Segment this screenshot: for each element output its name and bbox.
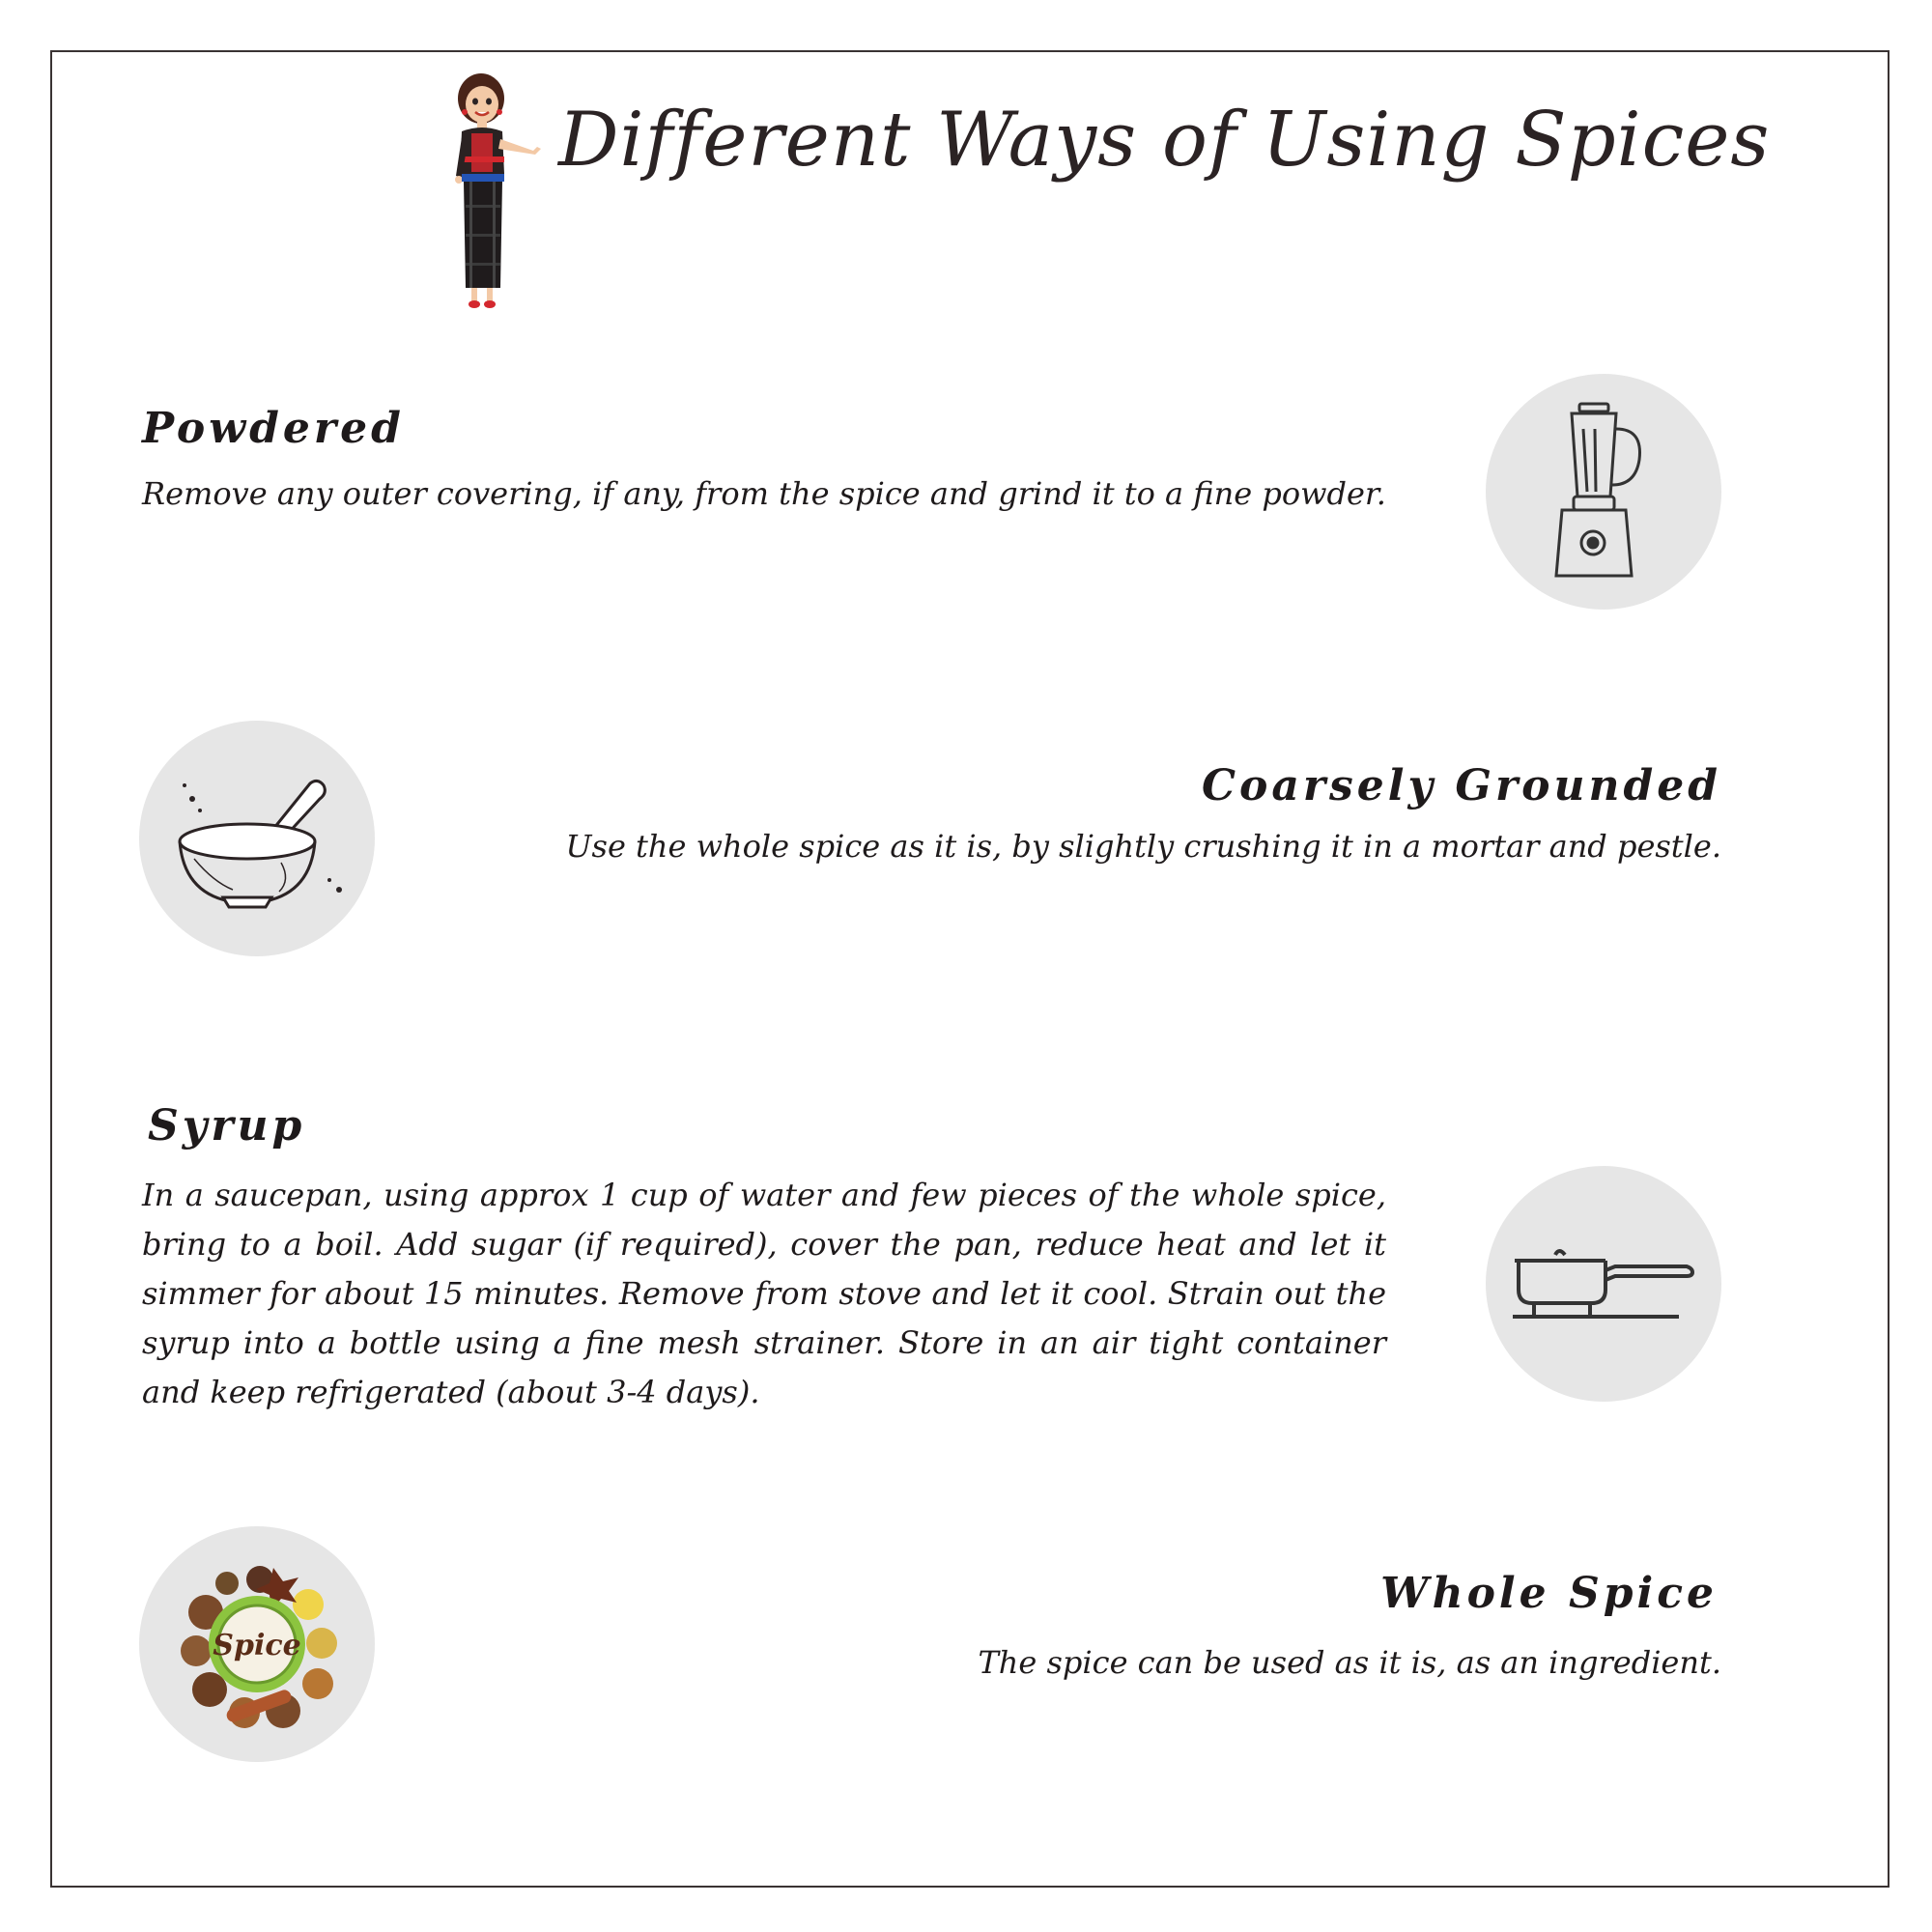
section-heading-powdered: Powdered — [142, 404, 405, 453]
page-title: Different Ways of Using Spices — [558, 97, 1771, 184]
spice-badge-icon-circle — [139, 1526, 375, 1762]
section-text-powdered: Remove any outer covering, if any, from the spice and grind it to a fine powder. — [142, 475, 1386, 512]
section-text-syrup: In a saucepan, using approx 1 cup of water and few pieces of the whole spice, bring to a boil. Add sugar (if required), cover the pan, reduce heat and let it simmer for about 15 minutes. Remove from stove and let it cool. Strain out the syrup into a bottle using a fine mesh strainer. Store in an air tight container and keep refrigerated (about 3-4 days). — [142, 1177, 1386, 1410]
saucepan-icon-circle — [1486, 1166, 1721, 1402]
section-heading-coarsely-grounded: Coarsely Grounded — [1201, 761, 1721, 810]
spice-badge-label: Spice — [213, 1629, 301, 1662]
section-heading-syrup: Syrup — [148, 1101, 306, 1151]
blender-icon — [1550, 400, 1657, 583]
section-heading-whole-spice: Whole Spice — [1380, 1569, 1718, 1618]
spice-badge-icon — [167, 1554, 347, 1734]
mortar-pestle-icon — [165, 766, 349, 911]
mortar-pestle-icon-circle — [139, 721, 375, 956]
section-text-whole-spice: The spice can be used as it is, as an ingredient. — [978, 1644, 1721, 1681]
blender-icon-circle — [1486, 374, 1721, 610]
saucepan-icon — [1509, 1245, 1698, 1322]
section-text-coarsely-grounded: Use the whole spice as it is, by slightly crushing it in a mortar and pestle. — [565, 828, 1721, 865]
woman-mascot-icon — [433, 70, 547, 311]
